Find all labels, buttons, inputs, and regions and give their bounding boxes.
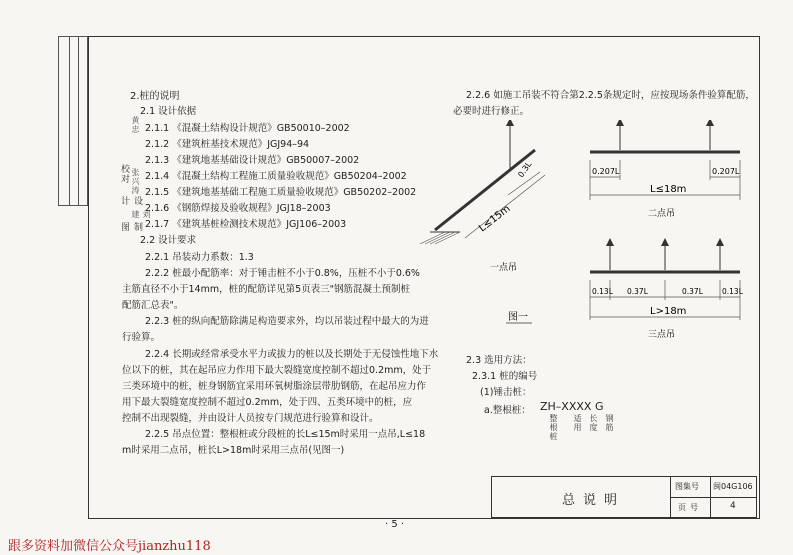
three-point-mid-right: 0.37L [682, 287, 703, 296]
page-no: 4 [730, 501, 736, 511]
ref-2-1-2: 2.1.2 《建筑桩基技术规范》JGJ94–94 [145, 139, 310, 150]
one-point-caption: 一点吊 [490, 263, 518, 273]
ref-2-1-4: 2.1.4 《混凝土结构工程施工质量验收规范》GB50204–2002 [145, 171, 407, 182]
ref-2-1-5: 2.1.5 《建筑地基基础工程施工质量验收规范》GB50202–2002 [145, 187, 417, 198]
subsection-2-3: 2.3 选用方法： [466, 355, 532, 366]
three-point-end-right: 0.13L [722, 287, 743, 296]
para-2-2-4-line4: 用下最大裂缝宽度控制不超过0.2mm，处于四、五类环境中的桩，应 [122, 397, 413, 408]
one-point-ratio-label: 0.3L [516, 159, 534, 180]
two-point-length-label: L≤18m [650, 184, 687, 195]
subsection-2-2: 2.2 设计要求 [140, 235, 197, 246]
subsection-2-3-1: 2.3.1 桩的编号 [472, 371, 538, 382]
three-point-lift-diagram [590, 238, 744, 340]
atlas-no-label: 图集号 [675, 482, 699, 491]
para-2-2-3-line1: 2.2.3 桩的纵向配筋除满足构造要求外，均以吊装过程中最大的为进 [145, 316, 429, 327]
two-point-lift-diagram [590, 120, 740, 219]
hammer-pile-label: (1)锤击桩： [480, 387, 532, 398]
signature-box [58, 36, 88, 206]
para-2-2-4-line3: 三类环境中的桩，桩身钢筋宜采用环氧树脂涂层带肋钢筋，在起吊应力作 [122, 381, 427, 392]
para-2-2-4-line1: 2.2.4 长期或经常承受水平力或拔力的桩以及长期处于无侵蚀性地下水 [145, 349, 439, 360]
para-2-2-5-line2: m时采用二点吊，桩长L>18m时采用三点吊(见图一) [122, 445, 345, 456]
three-point-end-left: 0.13L [592, 287, 613, 296]
para-2-2-4-line5: 控制不出现裂缝，并由设计人员按专门规范进行验算和设计。 [122, 413, 379, 424]
ref-2-1-3: 2.1.3 《建筑地基基础设计规范》GB50007–2002 [145, 155, 360, 166]
two-point-caption: 二点吊 [648, 209, 676, 219]
para-2-2-2-line1: 2.2.2 桩最小配筋率：对于锤击桩不小于0.8%，压桩不小于0.6% [145, 268, 420, 279]
one-point-length-label: L≤15m [477, 203, 513, 235]
ref-2-1-7: 2.1.7 《建筑基桩检测技术规范》JGJ106–2003 [145, 219, 347, 230]
signature-row-3: 制图 [119, 222, 142, 232]
code-note-3: 长度 [589, 414, 598, 432]
watermark-text: 跟多资料加微信公众号jianzhu118 [8, 539, 211, 554]
para-2-2-2-line3: 配筋汇总表"。 [122, 300, 184, 311]
code-note-2: 适用 [573, 414, 582, 432]
page-number: · 5 · [385, 519, 405, 530]
para-2-2-2-line2: 主筋直径不小于14mm，桩的配筋详见第5页表三"钢筋混凝土预制桩 [122, 284, 411, 295]
signature-row-1: 校对 [119, 164, 129, 184]
para-2-2-6-line2: 必要时进行修正。 [453, 106, 530, 117]
atlas-no: 闽04G106 [713, 482, 753, 491]
one-point-lift-diagram [420, 120, 545, 273]
section-heading: 2.桩的说明 [130, 91, 180, 102]
signature-name-1: 黄忠 [131, 116, 140, 134]
signature-name-3: 刘建 [131, 210, 151, 219]
two-point-ratio-right: 0.207L [712, 167, 740, 176]
subsection-2-1: 2.1 设计依据 [140, 106, 197, 117]
three-point-mid-left: 0.37L [627, 287, 648, 296]
para-2-2-1: 2.2.1 吊装动力系数：1.3 [145, 252, 254, 263]
code-note-1: 整根桩 [549, 414, 558, 441]
title-text: 总说明 [562, 493, 626, 508]
para-2-2-5-line1: 2.2.5 吊点位置：整根桩或分段桩的长L≤15m时采用一点吊,L≤18 [145, 429, 426, 440]
code-note-4: 钢筋 [605, 414, 614, 432]
title-block [491, 476, 757, 518]
ref-2-1-1: 2.1.1 《混凝土结构设计规范》GB50010–2002 [145, 123, 350, 134]
pile-code: ZH–XXXX G [540, 400, 604, 413]
three-point-length-label: L>18m [650, 306, 687, 317]
lifting-diagram [420, 120, 750, 345]
para-2-2-4-line2: 位以下的桩，其在起吊应力作用下最大裂缝宽度控制不超过0.2mm，处于 [122, 365, 432, 376]
three-point-caption: 三点吊 [648, 330, 676, 340]
two-point-ratio-left: 0.207L [592, 167, 620, 176]
para-2-2-6-line1: 2.2.6 如施工吊装不符合第2.2.5条规定时，应按现场条件验算配筋， [466, 90, 755, 101]
whole-pile-label: a.整根桩： [484, 405, 531, 416]
ref-2-1-6: 2.1.6 《钢筋焊接及验收规程》JGJ18–2003 [145, 203, 331, 214]
signature-name-2: 张兴涛 [131, 168, 140, 195]
signature-row-2: 设计 [119, 196, 142, 206]
figure-caption: 图一 [508, 312, 528, 323]
para-2-2-3-line2: 行验算。 [122, 332, 161, 343]
page-no-label: 页号 [678, 503, 702, 512]
